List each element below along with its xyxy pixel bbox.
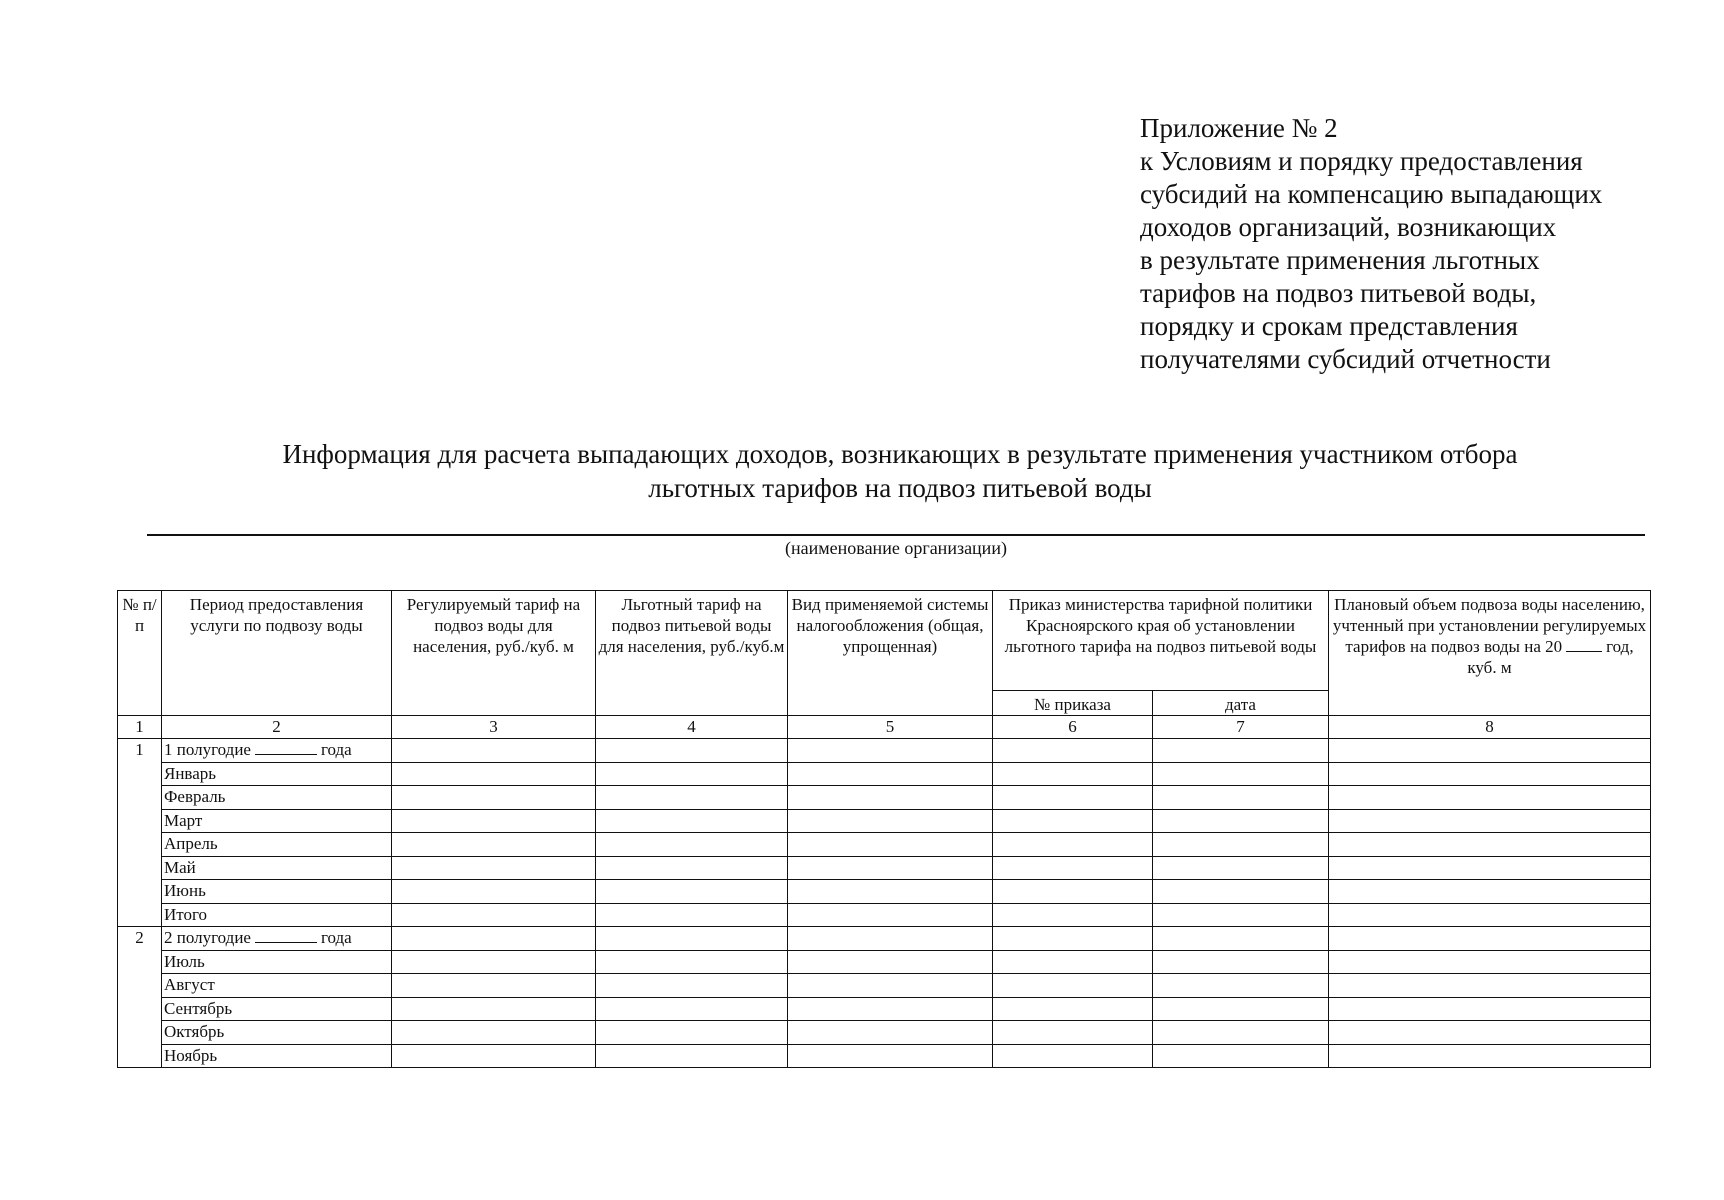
header-order-date: дата (1153, 691, 1329, 716)
table-row (118, 950, 1651, 974)
table-cell[interactable] (392, 739, 596, 763)
table-cell[interactable] (596, 786, 788, 810)
table-cell[interactable] (993, 974, 1153, 998)
column-number: 2 (162, 716, 392, 739)
year-blank[interactable] (255, 928, 317, 943)
annex-line: в результате применения льготных (1140, 245, 1540, 275)
period-month: Сентябрь (162, 997, 392, 1021)
table-cell[interactable] (392, 927, 596, 951)
table-cell[interactable] (596, 1044, 788, 1068)
table-cell[interactable] (596, 950, 788, 974)
table-cell[interactable] (1153, 1021, 1329, 1045)
table-cell[interactable] (1329, 1021, 1651, 1045)
annex-line: к Условиям и порядку предоставления (1140, 146, 1583, 176)
table-cell[interactable] (1329, 974, 1651, 998)
table-cell[interactable] (392, 786, 596, 810)
annex-line: субсидий на компенсацию выпадающих (1140, 179, 1603, 209)
half-year-label: 1 полугодие (164, 740, 251, 759)
table-cell[interactable] (1153, 856, 1329, 880)
title-line-1: Информация для расчета выпадающих доходов, возникающих в результате применения участником отбора (282, 439, 1518, 469)
table-cell[interactable] (788, 950, 993, 974)
header-order-number: № приказа (993, 691, 1153, 716)
header-planned-volume-post: год, куб. м (1467, 637, 1634, 677)
table-cell[interactable] (993, 1044, 1153, 1068)
period-month: Ноябрь (162, 1044, 392, 1068)
table-cell[interactable] (596, 762, 788, 786)
table-cell[interactable] (1153, 927, 1329, 951)
table-cell[interactable] (1153, 1044, 1329, 1068)
table-cell[interactable] (1153, 833, 1329, 857)
table-row (118, 739, 1651, 763)
table-cell[interactable] (1153, 809, 1329, 833)
table-cell[interactable] (788, 1021, 993, 1045)
table-cell[interactable] (596, 903, 788, 927)
table-cell[interactable] (1329, 786, 1651, 810)
table-cell[interactable] (392, 950, 596, 974)
table-row (118, 833, 1651, 857)
column-number: 7 (1153, 716, 1329, 739)
table-cell[interactable] (1153, 903, 1329, 927)
table-cell[interactable] (392, 1021, 596, 1045)
table-cell[interactable] (788, 739, 993, 763)
table-cell[interactable] (596, 997, 788, 1021)
column-number: 4 (596, 716, 788, 739)
subsidy-table (117, 590, 1651, 1068)
table-cell[interactable] (392, 762, 596, 786)
table-cell[interactable] (1153, 974, 1329, 998)
period-month: Август (162, 974, 392, 998)
column-number: 8 (1329, 716, 1651, 739)
table-cell[interactable] (392, 833, 596, 857)
table-cell[interactable] (392, 1044, 596, 1068)
organization-name-line[interactable] (147, 534, 1645, 536)
annex-line: Приложение № 2 (1140, 113, 1338, 143)
column-number: 1 (118, 716, 162, 739)
annex-line: доходов организаций, возникающих (1140, 212, 1557, 242)
table-cell[interactable] (1153, 739, 1329, 763)
year-blank[interactable] (1566, 637, 1602, 652)
table-cell[interactable] (1329, 903, 1651, 927)
period-month: Июнь (162, 880, 392, 904)
table-cell[interactable] (392, 997, 596, 1021)
table-cell[interactable] (392, 974, 596, 998)
table-cell[interactable] (596, 739, 788, 763)
column-number: 5 (788, 716, 993, 739)
header-ministry-order: Приказ министерства тарифной политики Красноярского края об установлении льготного тарифа на подвоз питьевой воды (993, 591, 1329, 691)
period-month: Январь (162, 762, 392, 786)
table-row (118, 903, 1651, 927)
annex-line: получателями субсидий отчетности (1140, 344, 1551, 374)
table-cell[interactable] (788, 880, 993, 904)
table-cell[interactable] (596, 927, 788, 951)
table-cell[interactable] (788, 997, 993, 1021)
table-cell[interactable] (993, 856, 1153, 880)
table-row (118, 762, 1651, 786)
half-year-label: 2 полугодие (164, 928, 251, 947)
annex-line: тарифов на подвоз питьевой воды, (1140, 278, 1537, 308)
table-cell[interactable] (993, 739, 1153, 763)
period-half-year (162, 927, 392, 951)
period-month: Июль (162, 950, 392, 974)
header-preferential-tariff: Льготный тариф на подвоз питьевой воды для населения, руб./куб.м (596, 591, 788, 716)
table-cell[interactable] (392, 880, 596, 904)
table-cell[interactable] (993, 809, 1153, 833)
column-number: 3 (392, 716, 596, 739)
table-cell[interactable] (392, 856, 596, 880)
table-cell[interactable] (788, 833, 993, 857)
table-row (118, 974, 1651, 998)
table-cell[interactable] (596, 974, 788, 998)
table-cell[interactable] (1329, 762, 1651, 786)
group-number: 1 (118, 739, 162, 927)
table-cell[interactable] (993, 833, 1153, 857)
table-row (118, 809, 1651, 833)
table-cell[interactable] (993, 950, 1153, 974)
table-cell[interactable] (1329, 833, 1651, 857)
table-row (118, 997, 1651, 1021)
table-cell[interactable] (788, 786, 993, 810)
period-half-year (162, 739, 392, 763)
title-line-2: льготных тарифов на подвоз питьевой воды (648, 473, 1152, 503)
half-year-suffix: года (320, 740, 352, 759)
table-cell[interactable] (392, 903, 596, 927)
table-cell[interactable] (1329, 927, 1651, 951)
table-row (118, 856, 1651, 880)
table-cell[interactable] (993, 762, 1153, 786)
period-month: Октябрь (162, 1021, 392, 1045)
table-cell[interactable] (788, 974, 993, 998)
period-total: Итого (162, 903, 392, 927)
column-number: 6 (993, 716, 1153, 739)
table-cell[interactable] (788, 1044, 993, 1068)
table-row (118, 1044, 1651, 1068)
table-cell[interactable] (1153, 950, 1329, 974)
table-cell[interactable] (596, 809, 788, 833)
header-period: Период предоставления услуги по подвозу воды (162, 591, 392, 716)
document-title (150, 437, 1650, 505)
table-cell[interactable] (1329, 856, 1651, 880)
year-blank[interactable] (255, 740, 317, 755)
period-month: Февраль (162, 786, 392, 810)
table-cell[interactable] (788, 903, 993, 927)
table-cell[interactable] (1329, 950, 1651, 974)
table-cell[interactable] (1329, 1044, 1651, 1068)
table-cell[interactable] (1153, 762, 1329, 786)
table-cell[interactable] (788, 809, 993, 833)
period-month: Апрель (162, 833, 392, 857)
group-number: 2 (118, 927, 162, 1068)
table-cell[interactable] (993, 903, 1153, 927)
half-year-suffix: года (320, 928, 352, 947)
table-cell[interactable] (1329, 997, 1651, 1021)
table-cell[interactable] (993, 997, 1153, 1021)
table-cell[interactable] (788, 856, 993, 880)
table-row (118, 786, 1651, 810)
table-row (118, 880, 1651, 904)
table-cell[interactable] (596, 1021, 788, 1045)
column-number-row (118, 716, 1651, 739)
table-cell[interactable] (1153, 997, 1329, 1021)
header-regulated-tariff: Регулируемый тариф на подвоз воды для населения, руб./куб. м (392, 591, 596, 716)
header-planned-volume-pre: Плановый объем подвоза воды населению, учтенный при установлении регулируемых тарифов на подвоз воды на 20 (1332, 595, 1647, 656)
table-cell[interactable] (993, 880, 1153, 904)
period-month: Май (162, 856, 392, 880)
table-row (118, 1021, 1651, 1045)
table-cell[interactable] (596, 880, 788, 904)
table-cell[interactable] (993, 786, 1153, 810)
table-cell[interactable] (788, 927, 993, 951)
table-cell[interactable] (596, 856, 788, 880)
table-cell[interactable] (1153, 880, 1329, 904)
table-cell[interactable] (1153, 786, 1329, 810)
annex-line: порядку и срокам представления (1140, 311, 1518, 341)
annex-header (1140, 112, 1602, 376)
table-row (118, 927, 1651, 951)
table-cell[interactable] (993, 1021, 1153, 1045)
table-cell[interactable] (596, 833, 788, 857)
table-cell[interactable] (1329, 880, 1651, 904)
table-cell[interactable] (788, 762, 993, 786)
table-cell[interactable] (993, 927, 1153, 951)
period-month: Март (162, 809, 392, 833)
table-cell[interactable] (1329, 739, 1651, 763)
header-num: № п/п (118, 591, 162, 716)
table-cell[interactable] (1329, 809, 1651, 833)
header-tax-system: Вид применяемой системы налогообложения (общая, упрощенная) (788, 591, 993, 716)
table-cell[interactable] (392, 809, 596, 833)
header-planned-volume (1329, 591, 1651, 716)
organization-caption: (наименование организации) (785, 538, 1007, 558)
